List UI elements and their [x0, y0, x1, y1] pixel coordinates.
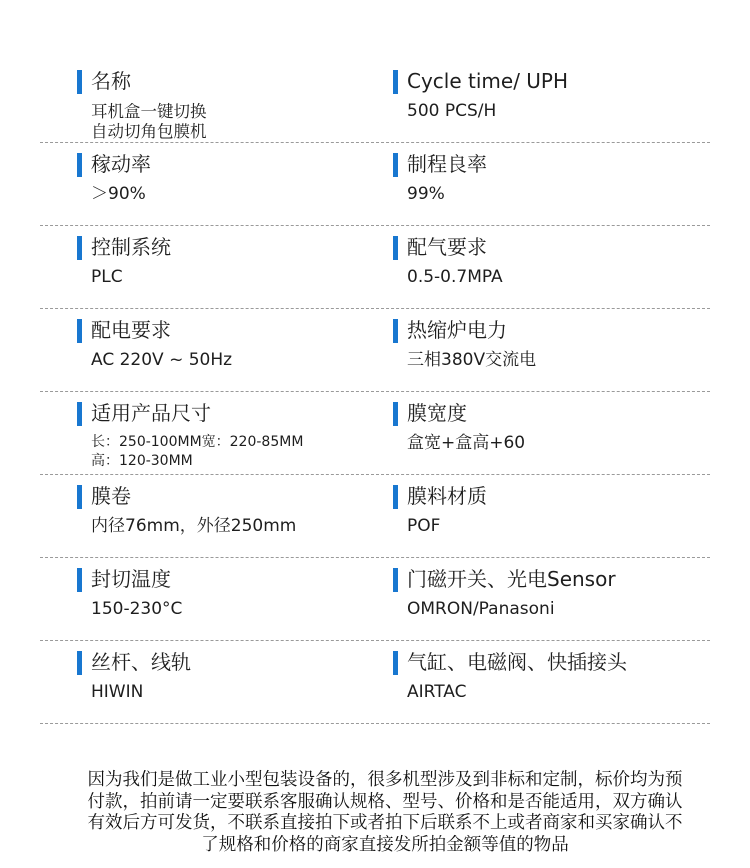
accent-bar: [393, 568, 398, 592]
spec-cell: [407, 149, 487, 205]
accent-bar: [77, 651, 82, 675]
spec-row: [40, 558, 710, 641]
spec-value: 高：120-30MM: [91, 453, 193, 469]
spec-cell: [407, 315, 536, 371]
spec-row: [40, 392, 710, 475]
purchase-notice: [40, 770, 730, 856]
accent-bar: [393, 70, 398, 94]
spec-value: 99%: [407, 184, 445, 204]
accent-bar: [77, 568, 82, 592]
spec-label: 膜宽度: [407, 401, 467, 425]
spec-value: 内径76mm，外径250mm: [91, 516, 297, 536]
spec-row: [40, 475, 710, 558]
spec-value: AIRTAC: [407, 682, 467, 702]
spec-value: 500 PCS/H: [407, 101, 497, 121]
spec-value: OMRON/Panasoni: [407, 599, 555, 619]
spec-label: 丝杆、线轨: [91, 650, 191, 674]
spec-label: 膜卷: [91, 484, 131, 508]
accent-bar: [393, 402, 398, 426]
spec-label: Cycle time/ UPH: [407, 69, 569, 93]
accent-bar: [393, 319, 398, 343]
notice-line: 了规格和价格的商家直接发所拍金额等值的物品: [201, 834, 569, 855]
spec-row: [40, 309, 710, 392]
accent-bar: [393, 236, 398, 260]
spec-value: 三相380V交流电: [407, 350, 537, 370]
spec-cell: [91, 315, 232, 371]
spec-label: 配气要求: [407, 235, 487, 259]
spec-value: 长：250-100MM宽：220-85MM: [91, 434, 304, 450]
spec-cell: [91, 647, 191, 703]
spec-row: [40, 60, 710, 143]
spec-value: ＞90%: [91, 184, 146, 204]
spec-value: POF: [407, 516, 441, 536]
accent-bar: [393, 651, 398, 675]
spec-label: 气缸、电磁阀、快插接头: [407, 650, 627, 674]
spec-cell: [407, 232, 503, 288]
spec-cell: [91, 149, 151, 205]
spec-value: 耳机盒一键切换: [91, 102, 207, 121]
spec-label: 门磁开关、光电Sensor: [407, 567, 616, 591]
accent-bar: [77, 485, 82, 509]
spec-cell: [407, 398, 525, 454]
spec-row: [40, 143, 710, 226]
spec-cell: [91, 66, 207, 142]
notice-line: 有效后方可发货，不联系直接拍下或者拍下后联系不上或者商家和买家确认不: [87, 813, 683, 833]
spec-cell: [91, 481, 296, 537]
spec-cell: [407, 564, 616, 620]
accent-bar: [77, 70, 82, 94]
spec-value: HIWIN: [91, 682, 144, 702]
spec-table: [40, 60, 710, 724]
accent-bar: [77, 153, 82, 177]
spec-row: [40, 641, 710, 724]
accent-bar: [77, 402, 82, 426]
spec-label: 适用产品尺寸: [91, 401, 211, 425]
spec-label: 膜料材质: [407, 484, 487, 508]
spec-label: 封切温度: [91, 567, 171, 591]
spec-value: AC 220V ~ 50Hz: [91, 350, 233, 370]
spec-label: 控制系统: [91, 235, 171, 259]
accent-bar: [77, 236, 82, 260]
spec-cell: [91, 564, 182, 620]
accent-bar: [393, 153, 398, 177]
spec-cell: [91, 232, 171, 288]
spec-label: 稼动率: [91, 152, 151, 176]
spec-value: 150-230°C: [91, 599, 183, 619]
spec-label: 名称: [91, 69, 131, 93]
notice-line: 付款，拍前请一定要联系客服确认规格、型号、价格和是否能适用，双方确认: [87, 791, 683, 812]
spec-value: 自动切角包膜机: [91, 122, 207, 141]
spec-cell: [407, 647, 627, 703]
spec-label: 配电要求: [91, 318, 171, 342]
spec-label: 制程良率: [407, 152, 487, 176]
spec-row: [40, 226, 710, 309]
spec-cell: [407, 66, 568, 122]
spec-value: 0.5-0.7MPA: [407, 267, 503, 287]
spec-cell: [91, 398, 303, 470]
spec-value: PLC: [91, 267, 123, 287]
spec-cell: [407, 481, 487, 537]
accent-bar: [77, 319, 82, 343]
accent-bar: [393, 485, 398, 509]
spec-value: 盒宽+盒高+60: [407, 433, 526, 453]
notice-line: 因为我们是做工业小型包装设备的，很多机型涉及到非标和定制，标价均为预: [87, 770, 683, 790]
spec-label: 热缩炉电力: [407, 318, 507, 342]
